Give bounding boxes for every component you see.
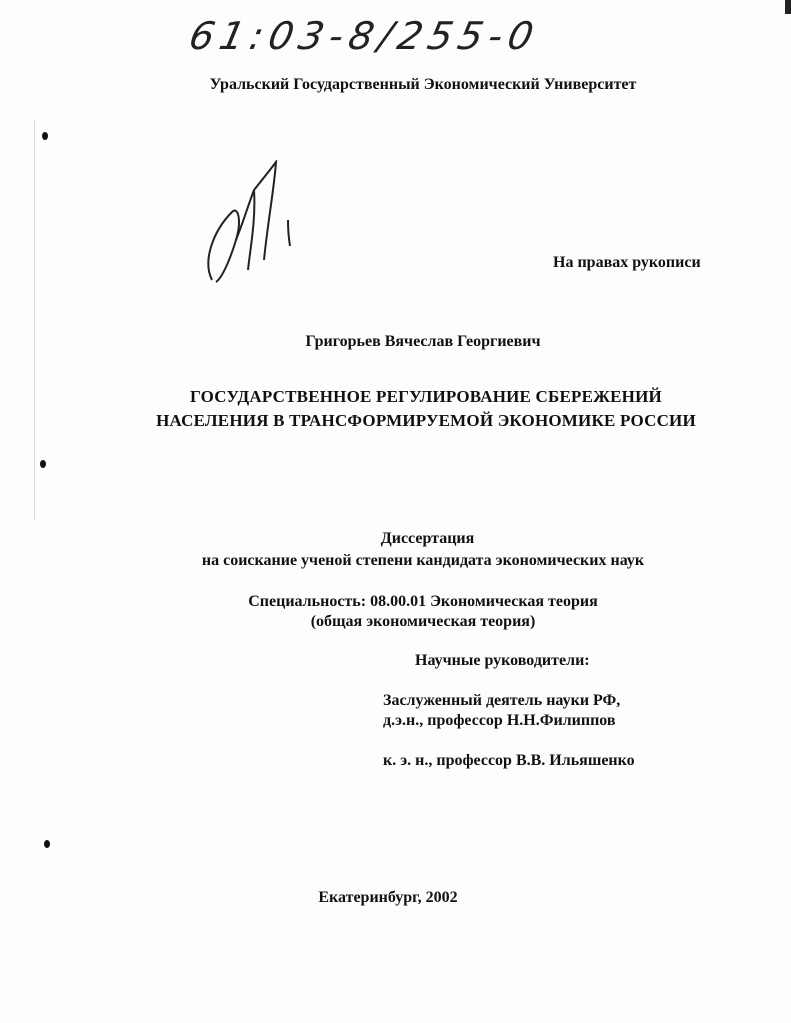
university-name: Уральский Государственный Экономический Университет xyxy=(209,76,637,93)
specialty-line: Специальность: 08.00.01 Экономическая теория xyxy=(248,593,598,610)
scan-corner-mark xyxy=(785,0,791,14)
scan-dot-mark xyxy=(44,840,50,848)
dissertation-label: Диссертация xyxy=(380,530,475,547)
manuscript-rights-label: На правах рукописи xyxy=(553,254,701,271)
scan-edge-line xyxy=(34,120,35,520)
degree-purpose: на соискание ученой степени кандидата экономических наук xyxy=(201,552,645,569)
advisor-2-name: к. э. н., профессор В.В. Ильяшенко xyxy=(383,752,635,769)
advisor-1-title: Заслуженный деятель науки РФ, xyxy=(383,692,621,709)
dissertation-title-line-1: ГОСУДАРСТВЕННОЕ РЕГУЛИРОВАНИЕ СБЕРЕЖЕНИЙ xyxy=(190,387,662,406)
scan-dot-mark xyxy=(42,132,48,140)
handwritten-archive-code: 61:03-8/255-0 xyxy=(185,14,544,58)
dissertation-title-line-2: НАСЕЛЕНИЯ В ТРАНСФОРМИРУЕМОЙ ЭКОНОМИКЕ РОССИИ xyxy=(156,411,696,430)
scan-dot-mark xyxy=(40,460,46,468)
specialty-subtitle: (общая экономическая теория) xyxy=(310,613,536,630)
advisors-heading: Научные руководители: xyxy=(415,652,590,669)
advisor-1-name: д.э.н., профессор Н.Н.Филиппов xyxy=(383,712,616,729)
city-year: Екатеринбург, 2002 xyxy=(318,889,458,906)
author-name: Григорьев Вячеслав Георгиевич xyxy=(305,333,541,350)
signature-icon xyxy=(192,160,302,290)
